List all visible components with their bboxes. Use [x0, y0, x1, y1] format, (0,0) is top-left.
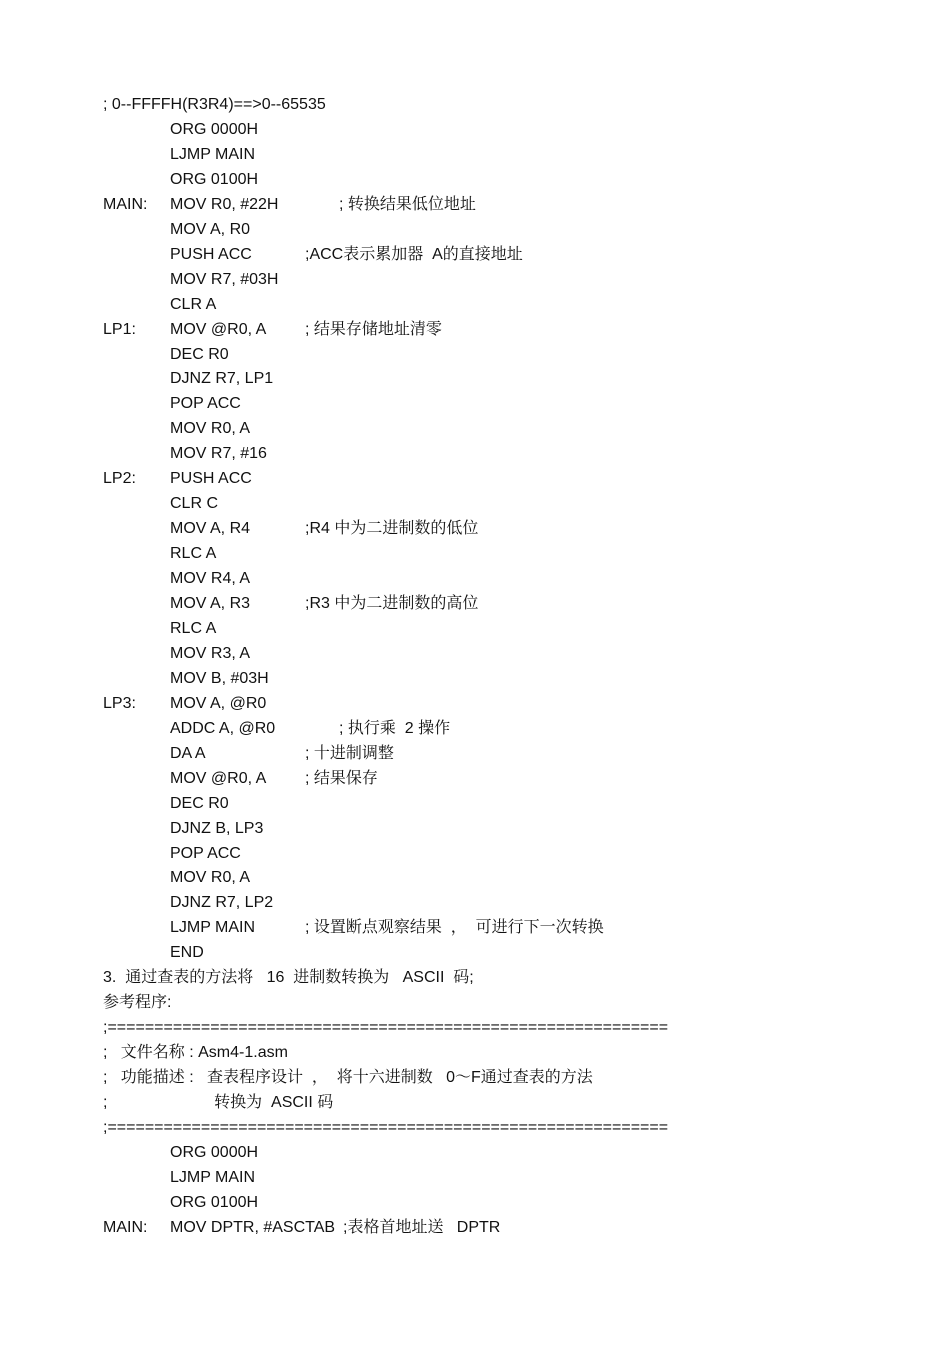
code-comment: ; 结果存储地址清零 [305, 320, 442, 338]
code-line [103, 1067, 940, 1089]
code-line [103, 418, 940, 440]
code-line [103, 1192, 940, 1214]
code-line [103, 1092, 940, 1114]
code-instruction: ADDC A, @R0 [170, 719, 276, 737]
code-line [103, 668, 940, 690]
code-instruction: MOV R7, #03H [170, 270, 279, 288]
text-line: ; 0--FFFFH(R3R4)==>0--65535 [103, 96, 326, 113]
code-line [103, 992, 940, 1014]
code-line [103, 294, 940, 316]
code-instruction: MOV A, R3 [170, 595, 251, 612]
code-instruction: MOV R0, #22H [170, 195, 279, 213]
code-instruction: MOV A, R4 [170, 520, 251, 538]
code-line [103, 269, 940, 291]
code-instruction: DA A [170, 744, 206, 762]
code-instruction: DJNZ R7, LP2 [170, 894, 274, 912]
code-instruction: LJMP MAIN [170, 1168, 256, 1186]
code-instruction: PUSH ACC [170, 470, 252, 488]
code-instruction: MOV DPTR, #ASCTAB [170, 1218, 336, 1236]
code-instruction: MOV R4, A [170, 570, 251, 587]
code-instruction: CLR A [170, 295, 217, 313]
code-instruction: DJNZ R7, LP1 [170, 370, 274, 388]
code-line [103, 319, 940, 341]
code-instruction: MOV R7, #16 [170, 445, 267, 463]
code-comment: ;R4 中为二进制数的低位 [305, 520, 479, 538]
code-instruction: RLC A [170, 619, 217, 637]
text-line: ;============================================================ [103, 1019, 669, 1037]
code-line [103, 593, 940, 615]
code-instruction: DJNZ B, LP3 [170, 819, 264, 837]
code-line [103, 942, 940, 964]
code-line [103, 493, 940, 515]
code-line [103, 543, 940, 565]
code-instruction: DEC R0 [170, 345, 229, 363]
code-label: MAIN: [103, 1218, 148, 1236]
code-line [103, 468, 940, 490]
text-line: ; 文件名称 : Asm4-1.asm [103, 1044, 288, 1062]
code-line [103, 643, 940, 665]
code-instruction: MOV B, #03H [170, 669, 269, 687]
code-instruction: MOV R3, A [170, 644, 251, 662]
text-line: 3. 通过查表的方法将 16 进制数转换为 ASCII 码; [103, 969, 474, 987]
code-line [103, 917, 940, 939]
code-line [103, 344, 940, 366]
code-comment: ;表格首地址送 DPTR [343, 1218, 501, 1236]
code-line [103, 867, 940, 889]
code-comment: ;ACC表示累加器 A的直接地址 [305, 245, 523, 263]
code-instruction: ORG 0100H [170, 1193, 259, 1211]
code-line [103, 818, 940, 840]
code-instruction: CLR C [170, 495, 219, 513]
code-instruction: LJMP MAIN [170, 145, 256, 163]
code-line [103, 967, 940, 989]
code-instruction: POP ACC [170, 395, 241, 413]
code-line [103, 219, 940, 241]
code-line [103, 1142, 940, 1164]
code-instruction: DEC R0 [170, 794, 229, 812]
code-label: LP2: [103, 470, 136, 488]
code-line [103, 1167, 940, 1189]
code-label: LP1: [103, 320, 136, 338]
code-line [103, 892, 940, 914]
code-line [103, 169, 940, 191]
code-line [103, 693, 940, 715]
text-line: ; 功能描述 : 查表程序设计 ， 将十六进制数 0～F通过查表的方法 [103, 1069, 593, 1086]
code-instruction: MOV R0, A [170, 869, 251, 887]
code-line [103, 1217, 940, 1239]
code-instruction: PUSH ACC [170, 245, 252, 263]
code-line [103, 743, 940, 765]
code-instruction: ORG 0000H [170, 1143, 259, 1161]
code-instruction: ORG 0100H [170, 170, 259, 188]
code-label: LP3: [103, 694, 136, 712]
code-instruction: LJMP MAIN [170, 919, 256, 937]
code-comment: ; 结果保存 [305, 769, 378, 787]
code-line [103, 793, 940, 815]
code-line [103, 1117, 940, 1139]
code-instruction: MOV A, @R0 [170, 694, 267, 712]
code-line [103, 718, 940, 740]
code-line [103, 1017, 940, 1039]
code-line [103, 368, 940, 390]
code-comment: ; 执行乘 2 操作 [339, 719, 451, 737]
code-comment: ; 十进制调整 [305, 744, 394, 762]
code-instruction: MOV R0, A [170, 420, 251, 438]
code-line [103, 119, 940, 141]
code-instruction: MOV @R0, A [170, 320, 267, 338]
code-line [103, 244, 940, 266]
code-line [103, 443, 940, 465]
code-line [103, 94, 940, 116]
code-line [103, 393, 940, 415]
code-instruction: POP ACC [170, 844, 241, 862]
code-line [103, 518, 940, 540]
code-instruction: RLC A [170, 545, 217, 563]
code-label: MAIN: [103, 195, 148, 213]
code-line [103, 1042, 940, 1064]
code-line [103, 144, 940, 166]
code-instruction: MOV A, R0 [170, 220, 251, 238]
code-comment: ;R3 中为二进制数的高位 [305, 595, 479, 612]
text-line: ;============================================================ [103, 1118, 669, 1136]
code-instruction: END [170, 944, 204, 962]
code-line [103, 568, 940, 590]
code-comment: ; 转换结果低位地址 [339, 195, 476, 213]
code-line [103, 843, 940, 865]
code-line [103, 618, 940, 640]
text-line: ; 转换为 ASCII 码 [103, 1094, 334, 1111]
code-comment: ; 设置断点观察结果 ， 可进行下一次转换 [305, 919, 604, 937]
code-instruction: ORG 0000H [170, 121, 259, 138]
code-line [103, 768, 940, 790]
code-line [103, 194, 940, 216]
code-instruction: MOV @R0, A [170, 769, 267, 787]
text-line: 参考程序: [103, 994, 172, 1012]
